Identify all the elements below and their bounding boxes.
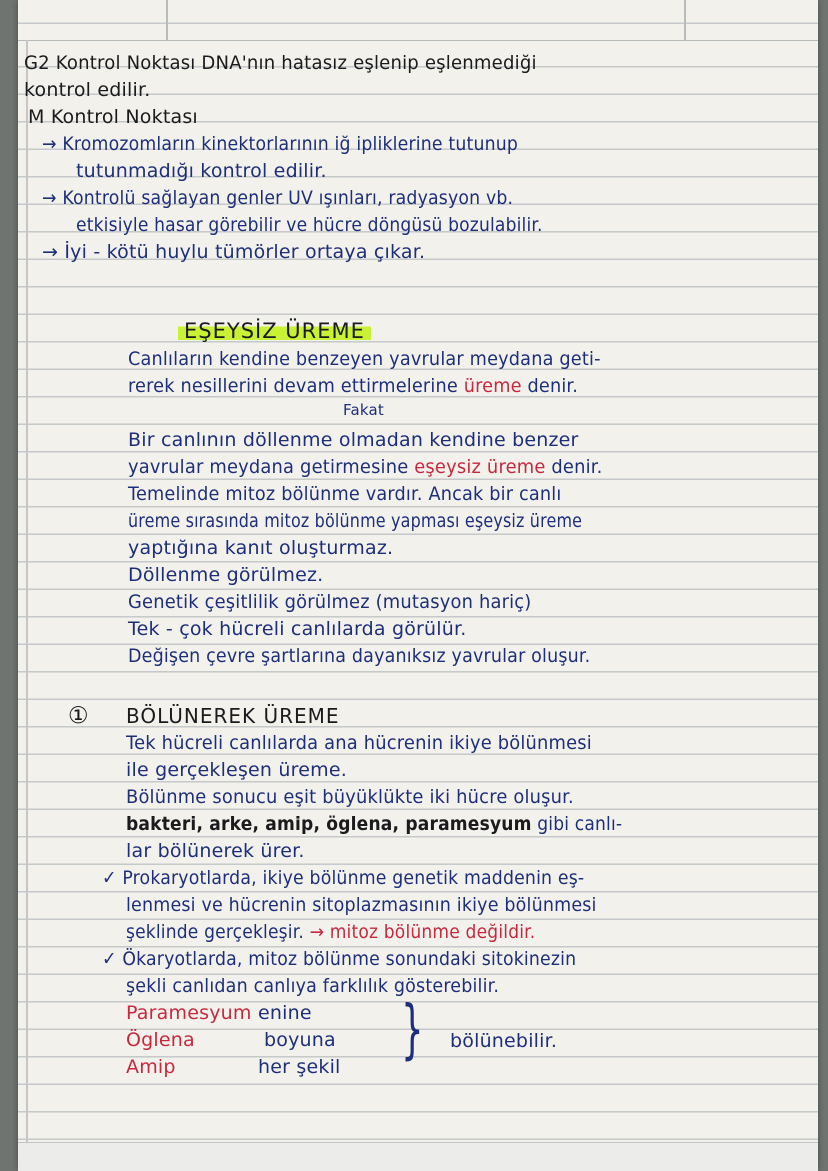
curly-brace: } <box>401 993 424 1067</box>
bol-line-4a: bakteri, arke, amip, öglena, paramesyum gibi canlı- <box>126 813 623 835</box>
check-line-2a: ✓ Ökaryotlarda, mitoz bölünme sonundaki sitokinezin <box>102 948 577 970</box>
para-line-4: Döllenme görülmez. <box>128 564 324 586</box>
def-line-2a: Bir canlının döllenme olmadan kendine benzer <box>128 429 579 451</box>
margin-line <box>26 40 28 1171</box>
notebook-page <box>18 0 818 1171</box>
bolunerek-heading: BÖLÜNEREK ÜREME <box>126 704 340 728</box>
check-line-2b: şekli canlıdan canlıya farklılık gösterebilir. <box>126 975 500 997</box>
para-line-6: Tek - çok hücreli canlılarda görülür. <box>128 618 467 640</box>
para-line-7: Değişen çevre şartlarına dayanıksız yavrular oluşur. <box>128 645 591 667</box>
bol-line-4b: lar bölünerek ürer. <box>126 840 305 862</box>
def-line-1a: Canlıların kendine benzeyen yavrular meydana geti- <box>128 348 601 370</box>
header-divider <box>684 0 686 40</box>
m-bullet-3: → İyi - kötü huylu tümörler ortaya çıkar. <box>42 241 426 263</box>
organism-amip: Amip <box>126 1056 176 1078</box>
bottom-band <box>18 1142 818 1171</box>
para-line-1: Temelinde mitoz bölünme vardır. Ancak bir canlı <box>128 483 562 505</box>
def-line-2b: yavrular meydana getirmesine eşeysiz üreme denir. <box>128 456 603 478</box>
section-number: ① <box>68 703 89 729</box>
organism-paramesyum-how: enine <box>258 1002 312 1024</box>
bol-line-2: ile gerçekleşen üreme. <box>126 759 347 781</box>
check-line-1b: lenmesi ve hücrenin sitoplazmasının ikiye bölünmesi <box>126 894 597 916</box>
m-bullet-1a: → Kromozomların kinektorlarının iğ ipliklerine tutunup <box>42 133 519 155</box>
organism-oglena: Öglena <box>126 1029 195 1051</box>
organism-oglena-how: boyuna <box>264 1029 336 1051</box>
para-line-3: yaptığına kanıt oluşturmaz. <box>128 537 394 559</box>
check-line-1c: şeklinde gerçekleşir. → mitoz bölünme değildir. <box>126 921 536 943</box>
check-line-1a: ✓ Prokaryotlarda, ikiye bölünme genetik maddenin eş- <box>102 867 585 889</box>
m-checkpoint-title: M Kontrol Noktası <box>28 106 198 128</box>
organism-amip-how: her şekil <box>258 1056 341 1078</box>
organism-paramesyum: Paramesyum <box>126 1002 252 1024</box>
eseysiz-heading: EŞEYSİZ ÜREME <box>178 318 371 345</box>
m-bullet-2a: → Kontrolü sağlayan genler UV ışınları, radyasyon vb. <box>42 187 514 209</box>
organism-result: bölünebilir. <box>450 1030 558 1052</box>
bol-line-3: Bölünme sonucu eşit büyüklükte iki hücre oluşur. <box>126 786 574 808</box>
header-divider <box>166 0 168 40</box>
bol-line-1: Tek hücreli canlılarda ana hücrenin ikiye bölünmesi <box>126 732 592 754</box>
m-bullet-1b: tutunmadığı kontrol edilir. <box>76 160 327 182</box>
para-line-5: Genetik çeşitlilik görülmez (mutasyon hariç) <box>128 591 532 613</box>
g2-checkpoint-line: G2 Kontrol Noktası DNA'nın hatasız eşlenip eşlenmediği <box>24 52 537 74</box>
g2-checkpoint-cont: kontrol edilir. <box>24 79 151 101</box>
header-band <box>18 0 818 41</box>
para-line-2: üreme sırasında mitoz bölünme yapması eşeysiz üreme <box>128 510 583 532</box>
fakat-word: Fakat <box>343 401 384 419</box>
def-line-1b: rerek nesillerini devam ettirmelerine üreme denir. <box>128 375 579 397</box>
m-bullet-2b: etkisiyle hasar görebilir ve hücre döngüsü bozulabilir. <box>76 214 543 236</box>
